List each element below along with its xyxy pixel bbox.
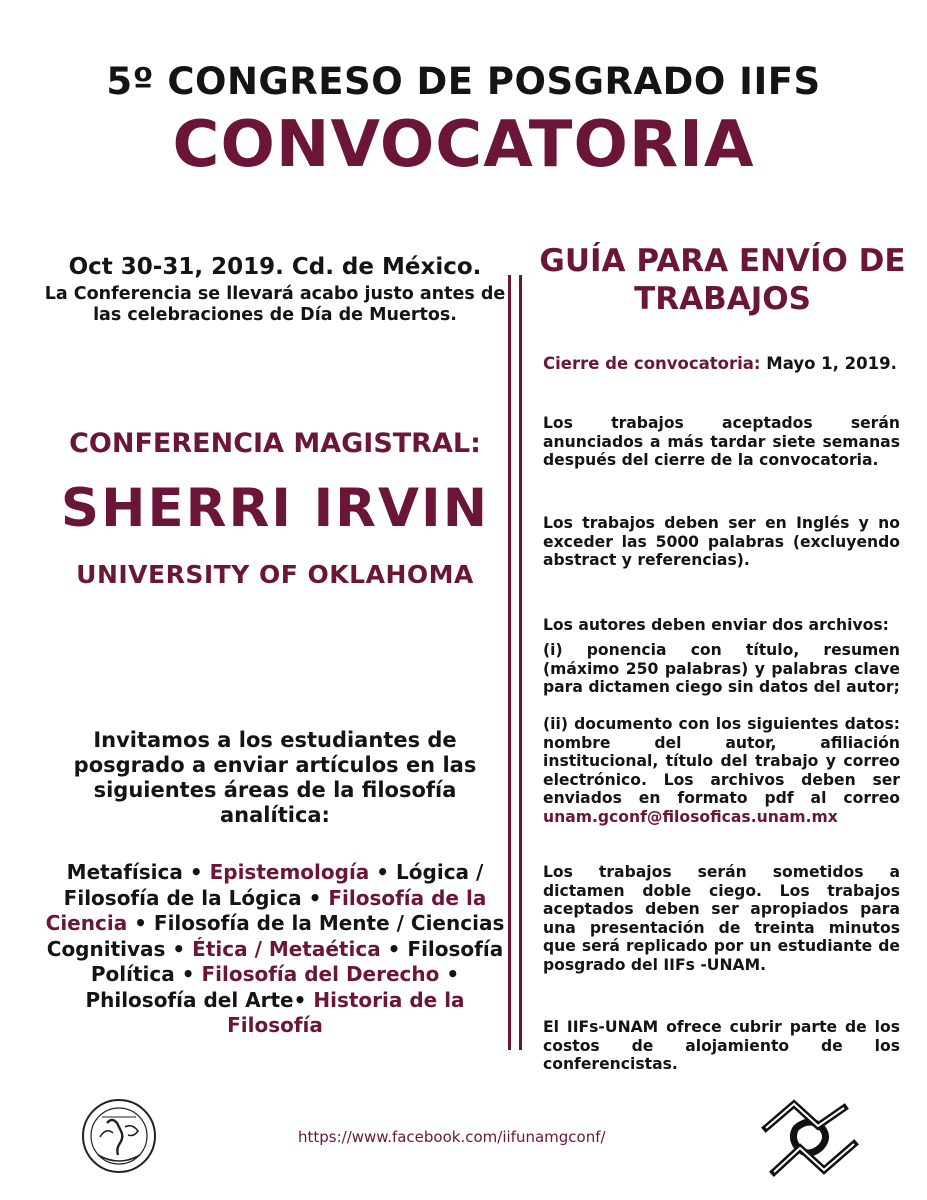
- event-date-place: Oct 30-31, 2019. Cd. de México.: [68, 254, 482, 280]
- invitation-text: Invitamos a los estudiantes de posgrado a enviar artículos en las siguientes áreas de la filosofía analítica:: [73, 728, 477, 827]
- file-two-text: (ii) documento con los siguientes datos: nombre del autor, afiliación institucional, título del trabajo y correo electrónico. Los archivos deben ser enviados en formato pdf al correo: [543, 715, 900, 807]
- review-paragraph: Los trabajos serán sometidos a dictamen doble ciego. Los trabajos aceptados deben ser apropiados para una presentación de treinta minutos que será replicado por un estudiante de posgrado del IIFs -UNAM.: [543, 863, 900, 974]
- area-item: Filosofía del Derecho: [201, 962, 440, 986]
- area-item: Filosofía de la Mente / Ciencias Cognitivas: [46, 911, 505, 961]
- file-two-paragraph: [543, 715, 900, 826]
- philosophy-areas-list: Metafísica • Epistemología • Lógica / Filosofía de la Lógica • Filosofía de la Ciencia • Filosofía de la Mente / Ciencias Cognitivas • Ética / Metaética • Filosofía Política • Filosofía del Derecho • Philosofía del Arte• Historia de la Filosofía: [45, 860, 505, 1037]
- column-divider: [519, 275, 522, 1050]
- keynote-label: CONFERENCIA MAGISTRAL:: [69, 428, 481, 459]
- area-item: Epistemología: [209, 860, 370, 884]
- files-intro-paragraph: Los autores deben enviar dos archivos:: [543, 616, 889, 634]
- deadline: [543, 355, 900, 374]
- congress-title: 5º CONGRESO DE POSGRADO IIFS: [106, 60, 821, 103]
- area-item: Historia de la Filosofía: [227, 987, 465, 1037]
- submission-email-link[interactable]: unam.gconf@filosoficas.unam.mx: [543, 807, 838, 826]
- area-item: Filosofía de la Ciencia: [45, 885, 487, 935]
- keynote-university: UNIVERSITY OF OKLAHOMA: [76, 560, 474, 589]
- area-item: Filosofía Política: [90, 936, 504, 986]
- deadline-value: Mayo 1, 2019.: [766, 354, 897, 373]
- convocatoria-heading: CONVOCATORIA: [172, 108, 755, 182]
- facebook-link[interactable]: https://www.facebook.com/iifunamgconf/: [298, 1128, 606, 1146]
- keynote-speaker: SHERRI IRVIN: [60, 478, 490, 539]
- language-length-paragraph: Los trabajos deben ser en Inglés y no exceder las 5000 palabras (excluyendo abstract y referencias).: [543, 514, 900, 569]
- area-item: Metafísica: [66, 860, 183, 884]
- deadline-label: Cierre de convocatoria:: [543, 354, 761, 373]
- file-one-paragraph: (i) ponencia con título, resumen (máximo 250 palabras) y palabras clave para dictamen ciego sin datos del autor;: [543, 641, 900, 696]
- lodging-paragraph: El IIFs-UNAM ofrece cubrir parte de los costos de alojamiento de los conferencistas.: [543, 1018, 900, 1073]
- submission-guide-title: GUÍA PARA ENVÍO DE TRABAJOS: [539, 243, 906, 317]
- iifs-knot-logo-icon: [760, 1098, 860, 1178]
- unam-seal-icon: [80, 1097, 158, 1175]
- area-item: Philosofía del Arte: [85, 987, 294, 1012]
- announcement-paragraph: Los trabajos aceptados serán anunciados a más tardar siete semanas después del cierre de la convocatoria.: [543, 414, 900, 469]
- column-divider: [508, 275, 511, 1050]
- area-item: Ética / Metaética: [192, 936, 381, 961]
- event-note: La Conferencia se llevará acabo justo antes de las celebraciones de Día de Muertos.: [44, 284, 506, 325]
- area-item: Lógica / Filosofía de la Lógica: [63, 860, 484, 910]
